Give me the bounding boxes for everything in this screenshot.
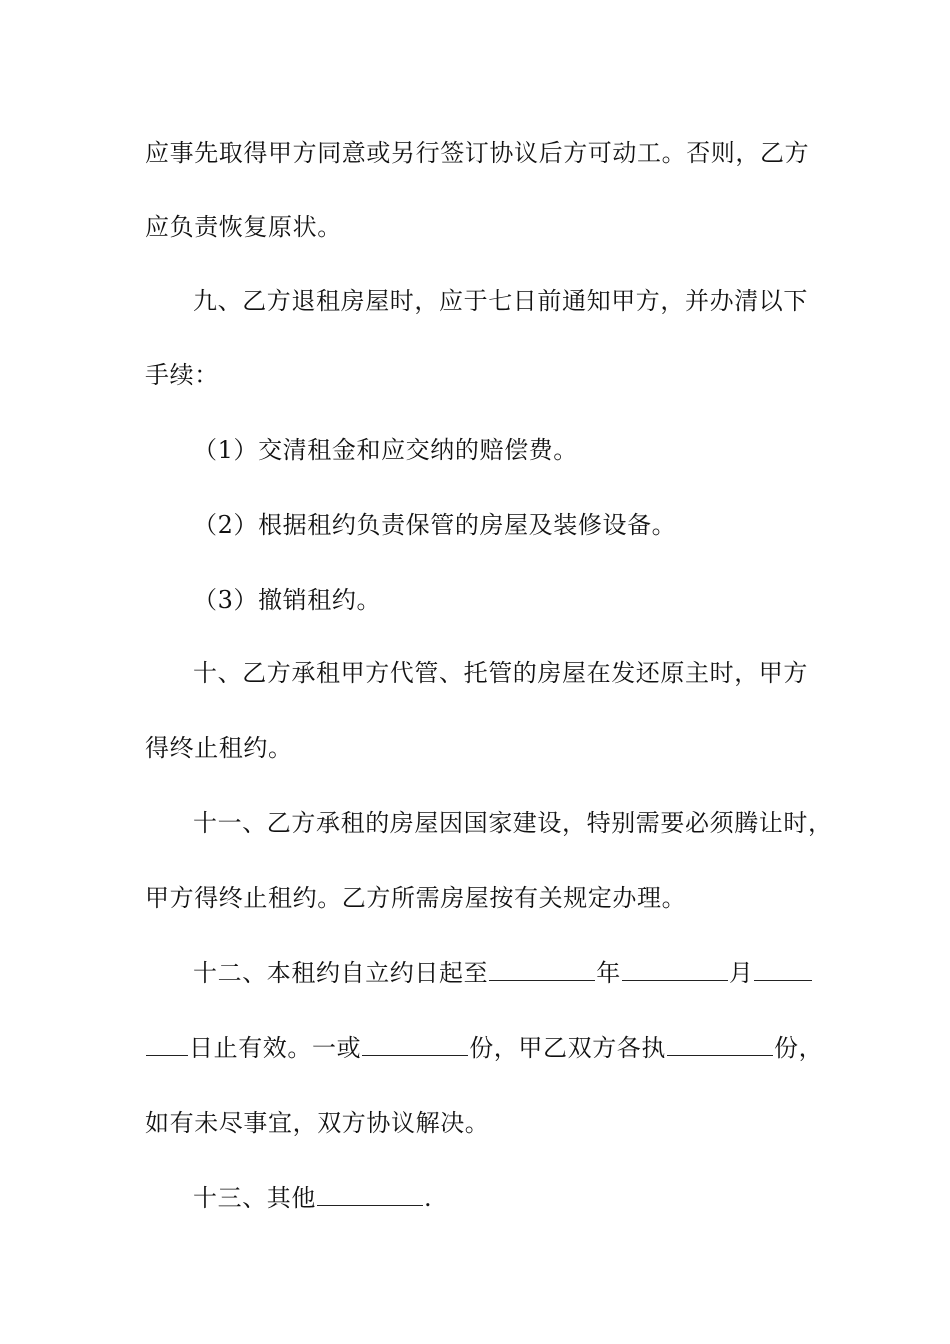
list-item: （2）根据租约负责保管的房屋及装修设备。: [193, 511, 677, 539]
clause-9-line: 九、乙方退租房屋时，应于七日前通知甲方，并办清以下: [193, 287, 808, 315]
month-blank: [622, 958, 728, 981]
clause-12-line: 如有未尽事宜，双方协议解决。: [145, 1109, 490, 1137]
clause-12-text: 份，甲乙双方各执: [469, 1034, 667, 1062]
clause-12-text: 十二、本租约自立约日起至: [193, 959, 489, 987]
day-blank-continued: [146, 1033, 188, 1056]
other-blank: [317, 1183, 423, 1206]
clause-13-text: .: [424, 1184, 433, 1212]
clause-10-line: 十、乙方承租甲方代管、托管的房屋在发还原主时，甲方: [193, 659, 808, 687]
clause-12-text: 日止有效。一或: [189, 1034, 362, 1062]
clause-12-line: [193, 958, 873, 988]
copies-blank: [362, 1033, 468, 1056]
clause-9-line: 手续：: [145, 361, 219, 389]
clause-12-text: 份，: [774, 1034, 824, 1062]
clause-11-line: 甲方得终止租约。乙方所需房屋按有关规定办理。: [145, 884, 687, 912]
year-blank: [489, 958, 595, 981]
paragraph-line: 应负责恢复原状。: [145, 213, 342, 241]
paragraph-line: 应事先取得甲方同意或另行签订协议后方可动工。否则，乙方: [145, 139, 810, 167]
day-blank: [754, 958, 812, 981]
clause-13-line: [193, 1183, 873, 1213]
copies-each-blank: [667, 1033, 773, 1056]
clause-11-line: 十一、乙方承租的房屋因国家建设，特别需要必须腾让时，: [193, 809, 833, 837]
list-item: （1）交清租金和应交纳的赔偿费。: [193, 436, 578, 464]
clause-12-text: 月: [728, 959, 754, 987]
clause-13-text: 十三、其他: [193, 1184, 316, 1212]
list-item: （3）撤销租约。: [193, 586, 382, 614]
clause-12-line: [145, 1033, 825, 1063]
clause-12-text: 年: [596, 959, 621, 987]
clause-10-line: 得终止租约。: [145, 734, 293, 762]
